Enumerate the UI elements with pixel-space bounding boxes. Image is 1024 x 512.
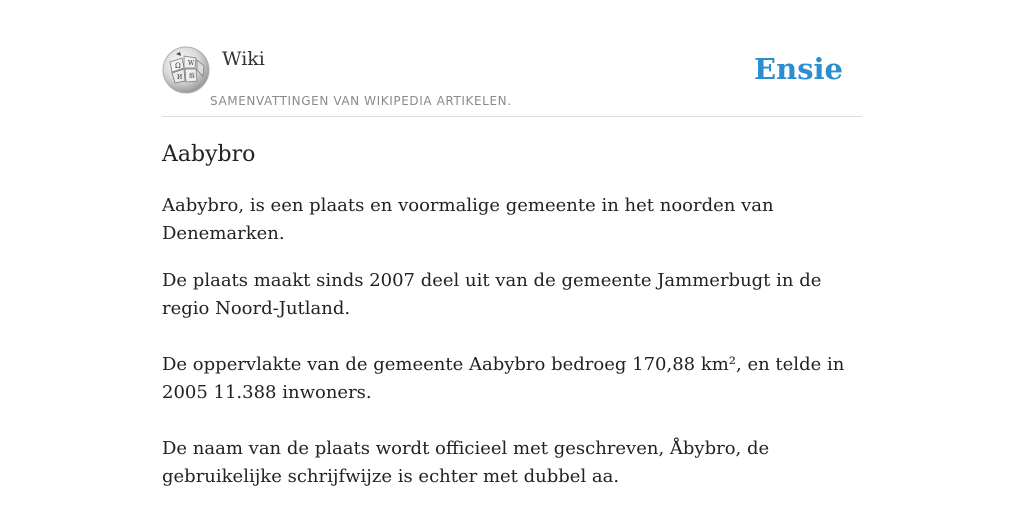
article-body <box>162 192 862 491</box>
article-paragraph: De naam van de plaats wordt officieel met geschreven, Åbybro, de gebruikelijke schrijfwijze is echter met dubbel aa. <box>162 438 770 487</box>
article-paragraph: Aabybro, is een plaats en voormalige gemeente in het noorden van Denemarken. <box>162 195 774 244</box>
site-header <box>162 44 862 117</box>
svg-text:W: W <box>188 60 195 67</box>
article-paragraph: De plaats maakt sinds 2007 deel uit van de gemeente Jammerbugt in de regio Noord-Jutland. <box>162 270 822 319</box>
site-title[interactable]: Wiki <box>222 48 265 70</box>
article-paragraph: De oppervlakte van de gemeente Aabybro bedroeg 170,88 km², en telde in 2005 11.388 inwoners. <box>162 354 845 403</box>
wikipedia-globe-icon[interactable] <box>162 46 210 94</box>
svg-text:И: И <box>177 74 183 81</box>
svg-text:維: 維 <box>189 73 196 80</box>
site-tagline: SAMENVATTINGEN VAN WIKIPEDIA ARTIKELEN. <box>210 94 512 108</box>
page-title: Aabybro <box>162 142 256 167</box>
brand-logo-text[interactable]: Ensie <box>754 52 843 86</box>
svg-text:Ω: Ω <box>175 62 181 70</box>
